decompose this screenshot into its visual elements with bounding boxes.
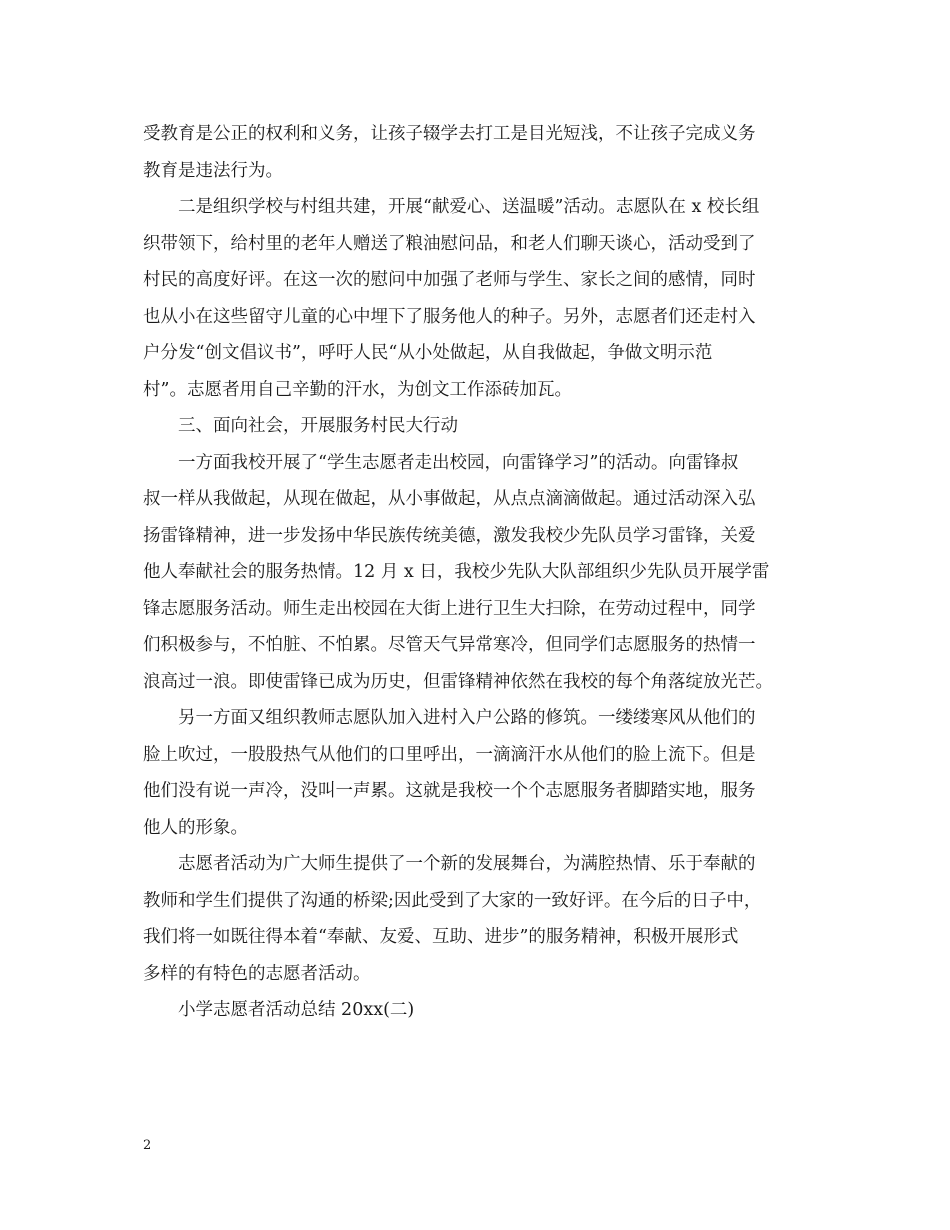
text-line: 他们没有说一声冷，没叫一声累。这就是我校一个个志愿服务者脚踏实地，服务: [143, 781, 756, 801]
paragraph: [143, 445, 815, 701]
paragraph: [143, 846, 815, 992]
text-line: 二是组织学校与村组共建，开展“献爱心、送温暖”活动。志愿队在 x 校长组: [178, 197, 760, 217]
text-line: 小学志愿者活动总结 20xx(二): [178, 1000, 415, 1020]
text-line: 们积极参与，不怕脏、不怕累。尽管天气异常寒冷，但同学们志愿服务的热情一: [143, 635, 756, 655]
page-number: 2: [143, 1138, 152, 1153]
paragraph: [143, 116, 815, 189]
paragraph: [143, 189, 815, 408]
text-line: 叔一样从我做起，从现在做起，从小事做起，从点点滴滴做起。通过活动深入弘: [143, 489, 756, 509]
text-line: 扬雷锋精神，进一步发扬中华民族传统美德，激发我校少先队员学习雷锋，关爱: [143, 525, 756, 546]
text-line: 村民的高度好评。在这一次的慰问中加强了老师与学生、家长之间的感情，同时: [143, 270, 756, 290]
text-line: 也从小在这些留守儿童的心中埋下了服务他人的种子。另外，志愿者们还走村入: [143, 306, 756, 327]
text-line: 三、面向社会，开展服务村民大行动: [178, 416, 458, 436]
text-line: 织带领下，给村里的老年人赠送了粮油慰问品，和老人们聊天谈心，活动受到了: [143, 233, 756, 254]
text-line: 教育是违法行为。: [143, 160, 283, 181]
text-line: 我们将一如既往得本着“奉献、友爱、互助、进步”的服务精神，积极开展形式: [143, 927, 739, 947]
text-line: 教师和学生们提供了沟通的桥梁;因此受到了大家的一致好评。在今后的日子中，: [143, 890, 762, 911]
text-line: 脸上吹过，一股股热气从他们的口里呼出，一滴滴汗水从他们的脸上流下。但是: [143, 744, 756, 765]
text-line: 另一方面又组织教师志愿队加入进村入户公路的修筑。一缕缕寒风从他们的: [178, 708, 756, 728]
paragraph: [143, 408, 815, 445]
text-line: 一方面我校开展了“学生志愿者走出校园，向雷锋学习”的活动。向雷锋叔: [178, 452, 739, 473]
document-body: [143, 116, 815, 1029]
text-line: 受教育是公正的权利和义务，让孩子辍学去打工是目光短浅，不让孩子完成义务: [143, 124, 756, 144]
paragraph: [143, 700, 815, 846]
text-line: 村”。志愿者用自己辛勤的汗水，为创文工作添砖加瓦。: [143, 379, 572, 400]
paragraph: [143, 992, 815, 1029]
text-line: 他人奉献社会的服务热情。12 月 x 日，我校少先队大队部组织少先队员开展学雷: [143, 562, 770, 582]
text-line: 他人的形象。: [143, 817, 248, 838]
text-line: 户分发“创文倡议书”，呼吁人民“从小处做起，从自我做起，争做文明示范: [143, 343, 713, 363]
text-line: 志愿者活动为广大师生提供了一个新的发展舞台，为满腔热情、乐于奉献的: [178, 854, 756, 874]
text-line: 浪高过一浪。即使雷锋已成为历史，但雷锋精神依然在我校的每个角落绽放光芒。: [143, 671, 773, 692]
text-line: 锋志愿服务活动。师生走出校园在大街上进行卫生大扫除，在劳动过程中，同学: [143, 598, 756, 619]
text-line: 多样的有特色的志愿者活动。: [143, 963, 371, 984]
